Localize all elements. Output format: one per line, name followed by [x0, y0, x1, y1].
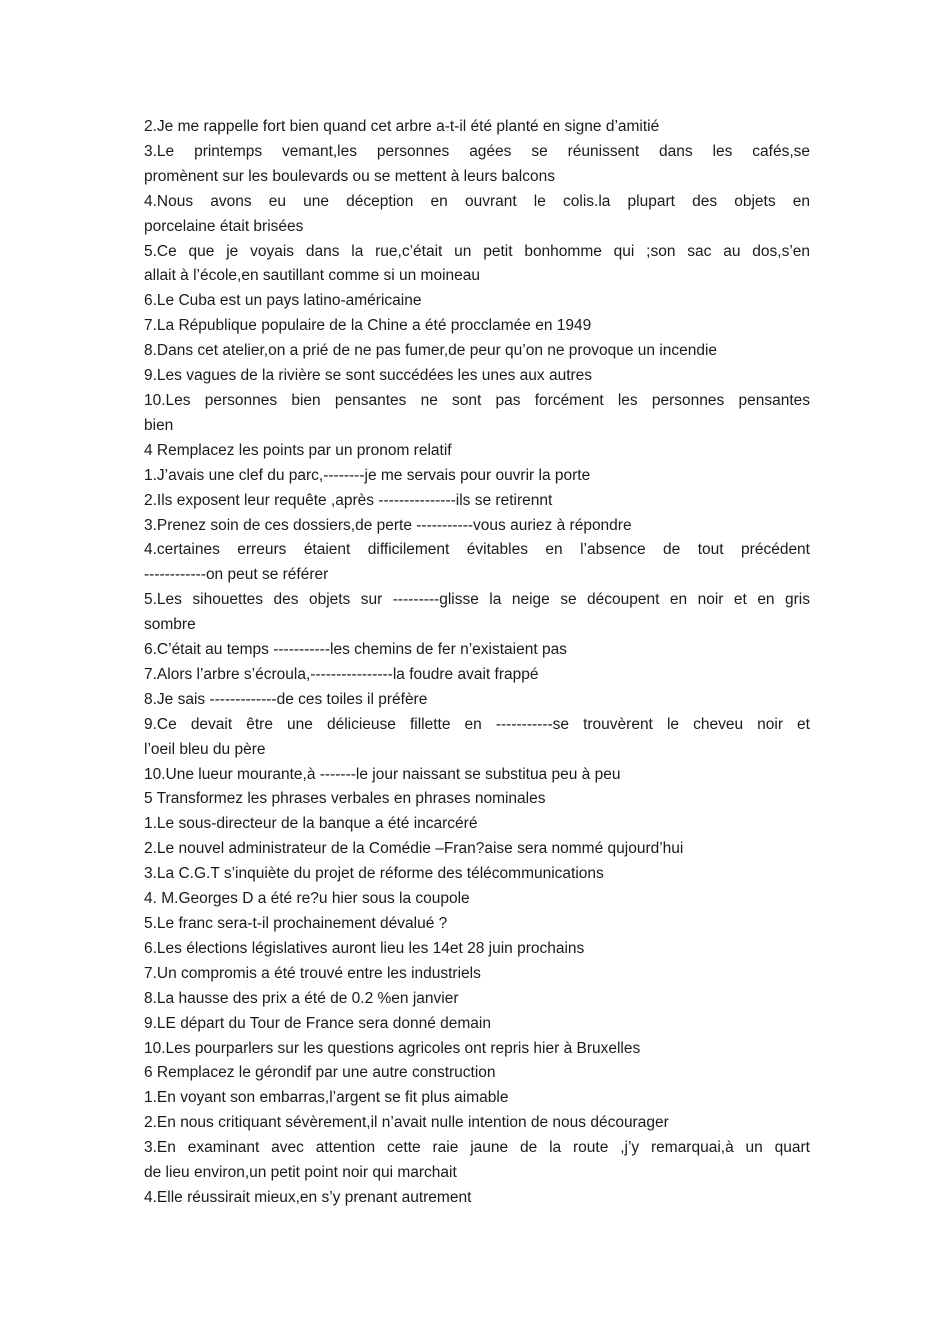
text-line: 1.J’avais une clef du parc,--------je me servais pour ouvrir la porte [144, 466, 591, 484]
document-page [144, 115, 810, 1211]
text-line: 8.La hausse des prix a été de 0.2 %en janvier [144, 989, 459, 1007]
text-line: 9.Ce devait être une délicieuse fillette en -----------se trouvèrent le cheveu noir et [144, 715, 810, 733]
text-line: 5.Le franc sera-t-il prochainement dévalué ? [144, 915, 448, 932]
section-heading: 4 Remplacez les points par un pronom relatif [144, 441, 452, 459]
text-line: porcelaine était brisées [144, 217, 304, 235]
text-line: 3.Prenez soin de ces dossiers,de perte -----------vous auriez à répondre [144, 516, 632, 534]
text-line: 5.Ce que je voyais dans la rue,c’était un petit bonhomme qui ;son sac au dos,s’en [144, 242, 810, 260]
text-line: 2.En nous critiquant sévèrement,il n’avait nulle intention de nous décourager [144, 1114, 669, 1132]
text-line: 10.Les personnes bien pensantes ne sont pas forcément les personnes pensantes [144, 391, 810, 409]
text-line: bien [144, 416, 174, 434]
text-line: allait à l’école,en sautillant comme si un moineau [144, 267, 481, 285]
section-heading: 5 Transformez les phrases verbales en phrases nominales [144, 790, 546, 808]
text-line: 6.Les élections législatives auront lieu les 14et 28 juin prochains [144, 939, 585, 957]
text-line: 9.Les vagues de la rivière se sont succédées les unes aux autres [144, 367, 593, 385]
section-heading: 6 Remplacez le gérondif par une autre construction [144, 1064, 496, 1082]
text-line: de lieu environ,un petit point noir qui marchait [144, 1164, 457, 1182]
text-line: 4.Elle réussirait mieux,en s’y prenant autrement [144, 1188, 472, 1206]
text-line: promènent sur les boulevards ou se mettent à leurs balcons [144, 167, 555, 185]
text-line: 8.Je sais -------------de ces toiles il préfère [144, 690, 428, 708]
text-line: 8.Dans cet atelier,on a prié de ne pas fumer,de peur qu’on ne provoque un incendie [144, 342, 718, 360]
text-line: 1.Le sous-directeur de la banque a été incarcéré [144, 815, 478, 833]
text-line: 2.Ils exposent leur requête ,après ---------------ils se retirennt [144, 491, 553, 509]
text-line: 6.C’était au temps -----------les chemins de fer n’existaient pas [144, 641, 567, 659]
text-line: 7.Alors l’arbre s’écroula,----------------la foudre avait frappé [144, 665, 539, 683]
text-line: 4.Nous avons eu une déception en ouvrant le colis.la plupart des objets en [144, 192, 810, 210]
text-line: 6.Le Cuba est un pays latino-américaine [144, 292, 422, 310]
text-line: 2.Le nouvel administrateur de la Comédie –Fran?aise sera nommé qujourd’hui [144, 840, 684, 858]
text-line: 1.En voyant son embarras,l’argent se fit plus aimable [144, 1089, 509, 1107]
text-line: 3.La C.G.T s’inquiète du projet de réforme des télécommunications [144, 865, 604, 883]
text-line: l’oeil bleu du père [144, 740, 266, 758]
text-line: 3.En examinant avec attention cette raie jaune de la route ,j’y remarquai,à un quart [144, 1139, 810, 1157]
text-line: 2.Je me rappelle fort bien quand cet arbre a-t-il été planté en signe d’amitié [144, 118, 660, 135]
text-line: 10.Une lueur mourante,à -------le jour naissant se substitua peu à peu [144, 765, 621, 783]
text-line: 4. M.Georges D a été re?u hier sous la coupole [144, 890, 470, 908]
text-line: 3.Le printemps vemant,les personnes agées se réunissent dans les cafés,se [144, 142, 810, 160]
text-line: 7.La République populaire de la Chine a été procclamée en 1949 [144, 317, 592, 335]
text-line: ------------on peut se référer [144, 566, 329, 584]
text-line: sombre [144, 616, 196, 634]
text-line: 5.Les sihouettes des objets sur ---------glisse la neige se découpent en noir et en gris [144, 591, 810, 609]
text-line: 7.Un compromis a été trouvé entre les industriels [144, 964, 481, 982]
text-line: 4.certaines erreurs étaient difficilement évitables en l’absence de tout précédent [144, 541, 810, 559]
text-line: 10.Les pourparlers sur les questions agricoles ont repris hier à Bruxelles [144, 1039, 641, 1057]
text-line: 9.LE départ du Tour de France sera donné demain [144, 1014, 491, 1032]
